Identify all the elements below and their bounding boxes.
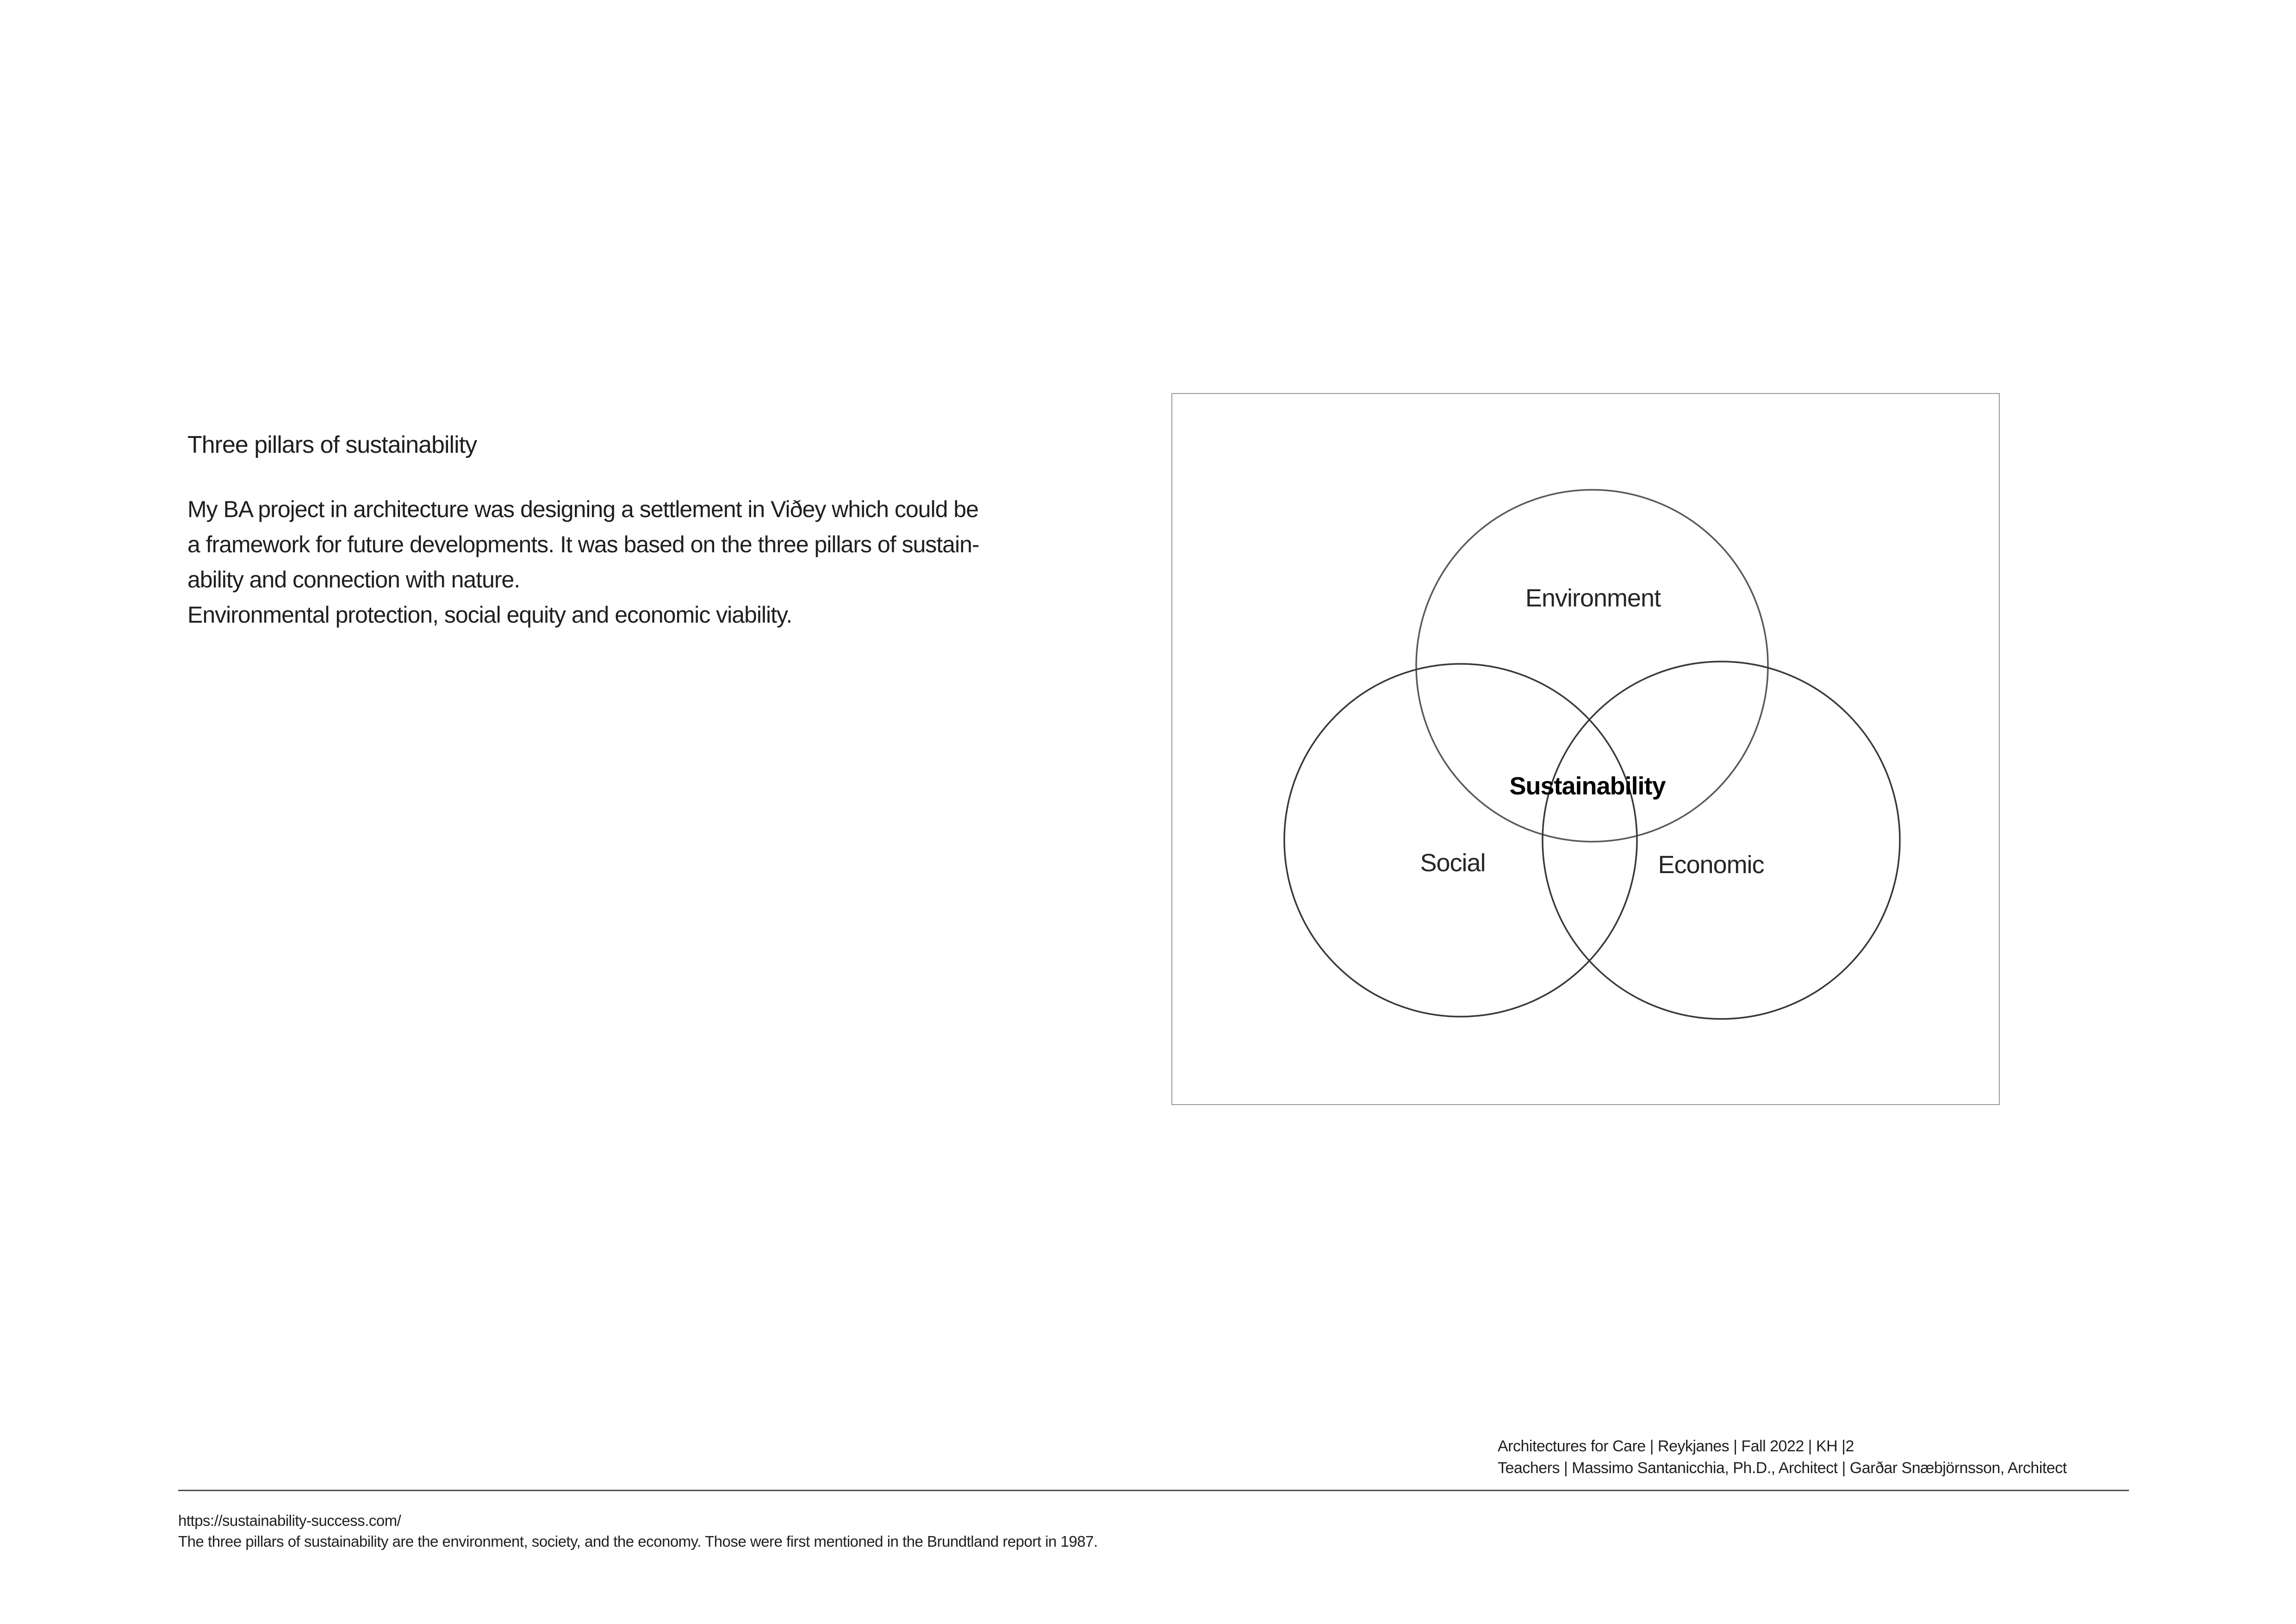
slide-title: Three pillars of sustainability <box>187 431 477 458</box>
source-caption: The three pillars of sustainability are the environment, society, and the economy. Those were first mentioned in the Brundtland report in 1987. <box>178 1533 1098 1550</box>
intro-paragraph <box>187 492 979 632</box>
footer-divider-rule <box>178 1490 2129 1491</box>
economic-label: Economic <box>1658 851 1764 879</box>
social-circle <box>1284 664 1637 1017</box>
course-info-line: Architectures for Care | Reykjanes | Fall 2022 | KH |2 <box>1498 1437 1854 1455</box>
paragraph-line: My BA project in architecture was designing a settlement in Viðey which could be <box>187 496 978 522</box>
source-reference <box>178 1510 1098 1552</box>
social-label: Social <box>1420 849 1486 877</box>
venn-diagram-svg <box>1172 394 1999 1104</box>
economic-circle <box>1543 662 1900 1019</box>
venn-diagram-panel <box>1171 393 2000 1105</box>
teachers-line: Teachers | Massimo Santanicchia, Ph.D., Architect | Garðar Snæbjörnsson, Architect <box>1498 1459 2067 1477</box>
paragraph-line: Environmental protection, social equity and economic viability. <box>187 602 792 628</box>
paragraph-line: a framework for future developments. It was based on the three pillars of sustain- <box>187 531 979 557</box>
sustainability-center-label: Sustainability <box>1509 772 1666 800</box>
paragraph-line: ability and connection with nature. <box>187 567 520 593</box>
source-url[interactable]: https://sustainability-success.com/ <box>178 1512 401 1529</box>
environment-label: Environment <box>1525 584 1661 612</box>
footer-credits <box>1498 1436 2067 1479</box>
